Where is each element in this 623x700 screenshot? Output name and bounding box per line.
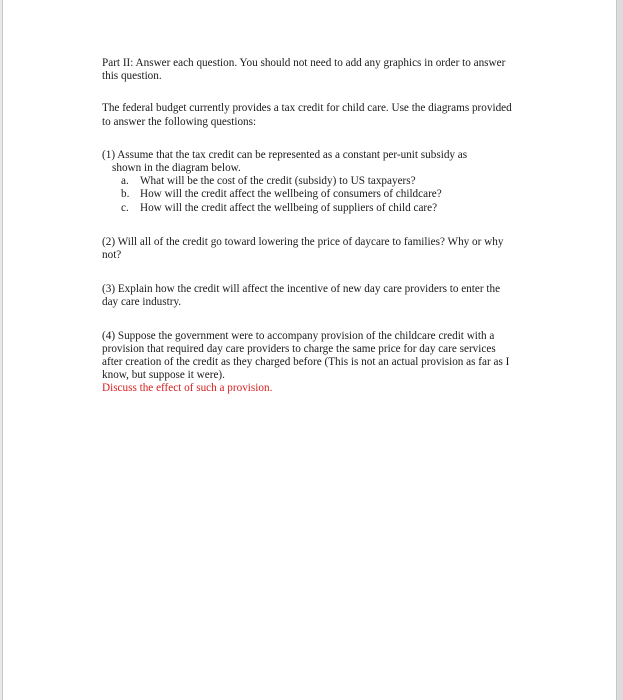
subitem-a (102, 175, 512, 188)
context-paragraph: The federal budget currently provides a tax credit for child care. Use the diagrams provided to answer the following questions: (102, 102, 512, 128)
question-1-subitems (102, 175, 512, 215)
subitem-b-marker: b. (121, 188, 130, 201)
question-1 (102, 149, 512, 215)
part-intro: Part II: Answer each question. You should not need to add any graphics in order to answer this question. (102, 57, 506, 83)
subitem-c (102, 202, 512, 215)
question-1-text-line2: shown in the diagram below. (112, 162, 241, 175)
question-1-text-line1: (1) Assume that the tax credit can be represented as a constant per-unit subsidy as (102, 148, 468, 161)
subitem-b-text: How will the credit affect the wellbeing of consumers of childcare? (140, 188, 442, 201)
viewer-right-edge (617, 0, 623, 700)
document-page (2, 0, 617, 700)
question-4-instruction: Discuss the effect of such a provision. (102, 382, 273, 395)
subitem-a-marker: a. (121, 175, 129, 188)
page-content (102, 57, 512, 396)
subitem-a-text: What will be the cost of the credit (subsidy) to US taxpayers? (140, 175, 416, 188)
question-2: (2) Will all of the credit go toward lowering the price of daycare to families? Why or why not? (102, 235, 504, 262)
question-3: (3) Explain how the credit will affect the incentive of new day care providers to enter the day care industry. (102, 283, 501, 309)
subitem-c-marker: c. (121, 201, 129, 214)
subitem-b (102, 188, 512, 201)
subitem-c-text: How will the credit affect the wellbeing of suppliers of child care? (140, 201, 438, 214)
question-4: (4) Suppose the government were to accompany provision of the childcare credit with a provision that required day care providers to charge the same price for day care services after creation of the credit as they charged before (This is not an actual provision as far as I know, but suppose it were). (102, 329, 510, 382)
